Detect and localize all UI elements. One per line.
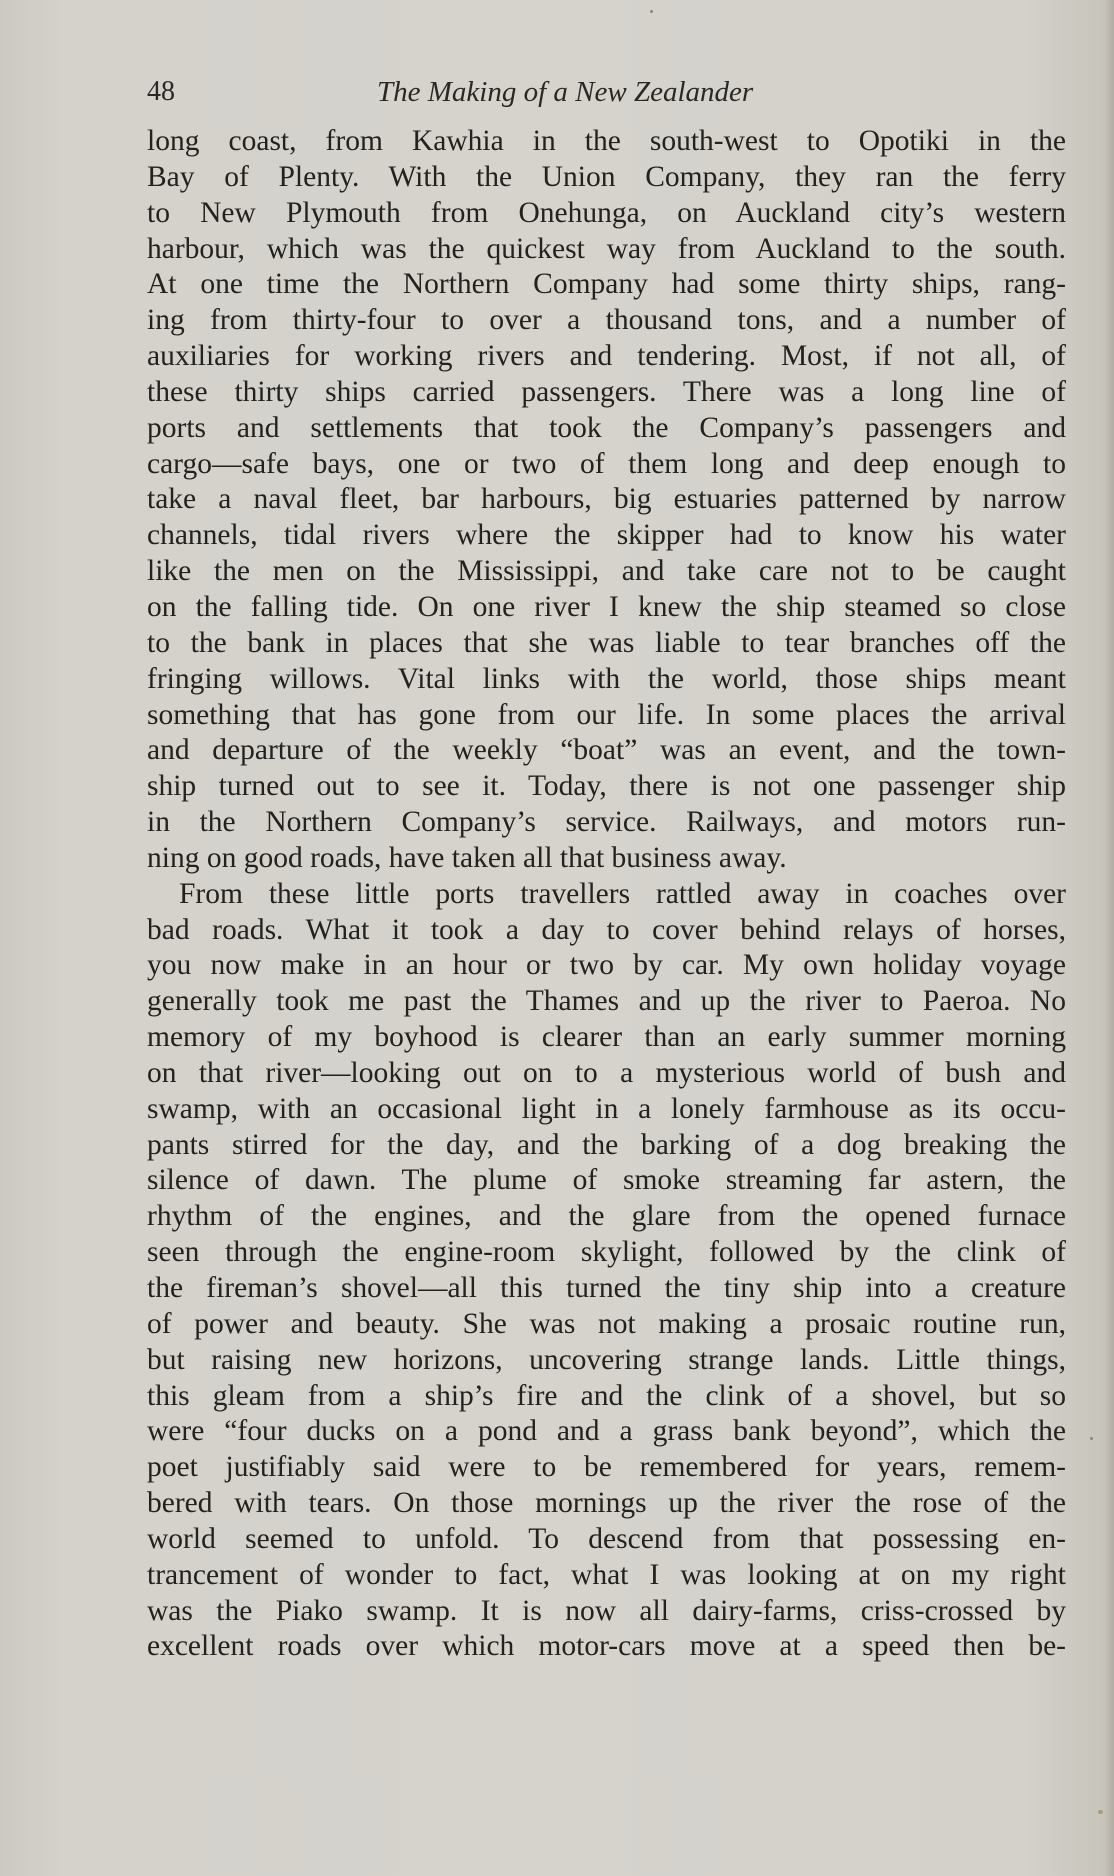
text-line: generally took me past the Thames and up the river to Paeroa. No: [147, 985, 1066, 1018]
paper-speck: [1098, 1810, 1103, 1814]
text-line: fringing willows. Vital links with the world, those ships meant: [147, 662, 1066, 695]
text-line: ing from thirty-four to over a thousand tons, and a number of: [147, 304, 1066, 337]
text-line: was the Piako swamp. It is now all dairy-farms, criss-crossed by: [147, 1594, 1066, 1627]
text-line: on the falling tide. On one river I knew the ship steamed so close: [147, 590, 1066, 623]
text-line: take a naval fleet, bar harbours, big estuaries patterned by narrow: [147, 483, 1066, 516]
text-line: channels, tidal rivers where the skipper had to know his water: [147, 519, 1066, 552]
paragraph: [147, 877, 1066, 1666]
text-line: silence of dawn. The plume of smoke streaming far astern, the: [147, 1164, 1066, 1197]
text-line: something that has gone from our life. In some places the arrival: [147, 698, 1066, 731]
text-line: auxiliaries for working rivers and tendering. Most, if not all, of: [147, 340, 1066, 373]
text-line: this gleam from a ship’s fire and the clink of a shovel, but so: [147, 1379, 1066, 1412]
text-line: were “four ducks on a pond and a grass bank beyond”, which the: [147, 1415, 1066, 1448]
text-line: harbour, which was the quickest way from Auckland to the south.: [147, 232, 1066, 265]
text-line: to New Plymouth from Onehunga, on Auckland city’s western: [147, 196, 1066, 229]
page-header: [147, 72, 1067, 112]
text-line: to the bank in places that she was liable to tear branches off the: [147, 626, 1066, 659]
text-line: trancement of wonder to fact, what I was looking at on my right: [147, 1558, 1066, 1591]
text-line: swamp, with an occasional light in a lonely farmhouse as its occu-: [147, 1092, 1066, 1125]
text-line: bad roads. What it took a day to cover behind relays of horses,: [147, 913, 1066, 946]
paper-speck: [1090, 1437, 1093, 1440]
text-line: ning on good roads, have taken all that business away.: [147, 841, 787, 874]
text-line: cargo—safe bays, one or two of them long and deep enough to: [147, 447, 1066, 480]
text-line: From these little ports travellers rattled away in coaches over: [179, 877, 1066, 910]
text-line: and departure of the weekly “boat” was an event, and the town-: [147, 734, 1066, 767]
text-line: on that river—looking out on to a mysterious world of bush and: [147, 1056, 1066, 1089]
page-number: 48: [147, 76, 175, 107]
text-line: long coast, from Kawhia in the south-west to Opotiki in the: [147, 125, 1066, 157]
text-line: excellent roads over which motor-cars move at a speed then be-: [147, 1630, 1066, 1663]
text-line: rhythm of the engines, and the glare from the opened furnace: [147, 1200, 1066, 1233]
text-line: but raising new horizons, uncovering strange lands. Little things,: [147, 1343, 1066, 1376]
text-line: like the men on the Mississippi, and take care not to be caught: [147, 555, 1066, 588]
text-line: seen through the engine-room skylight, followed by the clink of: [147, 1236, 1066, 1269]
body-text: [147, 124, 1066, 1665]
text-line: bered with tears. On those mornings up the river the rose of the: [147, 1487, 1066, 1520]
text-line: Bay of Plenty. With the Union Company, they ran the ferry: [147, 160, 1066, 193]
text-line: these thirty ships carried passengers. There was a long line of: [147, 375, 1066, 408]
paragraph: [147, 124, 1066, 877]
text-line: pants stirred for the day, and the barking of a dog breaking the: [147, 1128, 1066, 1161]
text-line: in the Northern Company’s service. Railways, and motors run-: [147, 806, 1066, 839]
text-line: of power and beauty. She was not making a prosaic routine run,: [147, 1307, 1066, 1340]
running-title: The Making of a New Zealander: [377, 76, 754, 108]
text-line: world seemed to unfold. To descend from that possessing en-: [147, 1522, 1066, 1555]
text-line: you now make in an hour or two by car. My own holiday voyage: [147, 949, 1066, 982]
text-line: ship turned out to see it. Today, there is not one passenger ship: [147, 770, 1066, 803]
text-line: poet justifiably said were to be remembered for years, remem-: [147, 1451, 1066, 1484]
page-edge-shadow: [1104, 0, 1114, 1876]
text-line: the fireman’s shovel—all this turned the tiny ship into a creature: [147, 1272, 1066, 1304]
text-line: At one time the Northern Company had some thirty ships, rang-: [147, 268, 1066, 301]
text-line: ports and settlements that took the Company’s passengers and: [147, 411, 1066, 444]
text-line: memory of my boyhood is clearer than an early summer morning: [147, 1021, 1066, 1054]
paper-speck: [650, 10, 653, 13]
